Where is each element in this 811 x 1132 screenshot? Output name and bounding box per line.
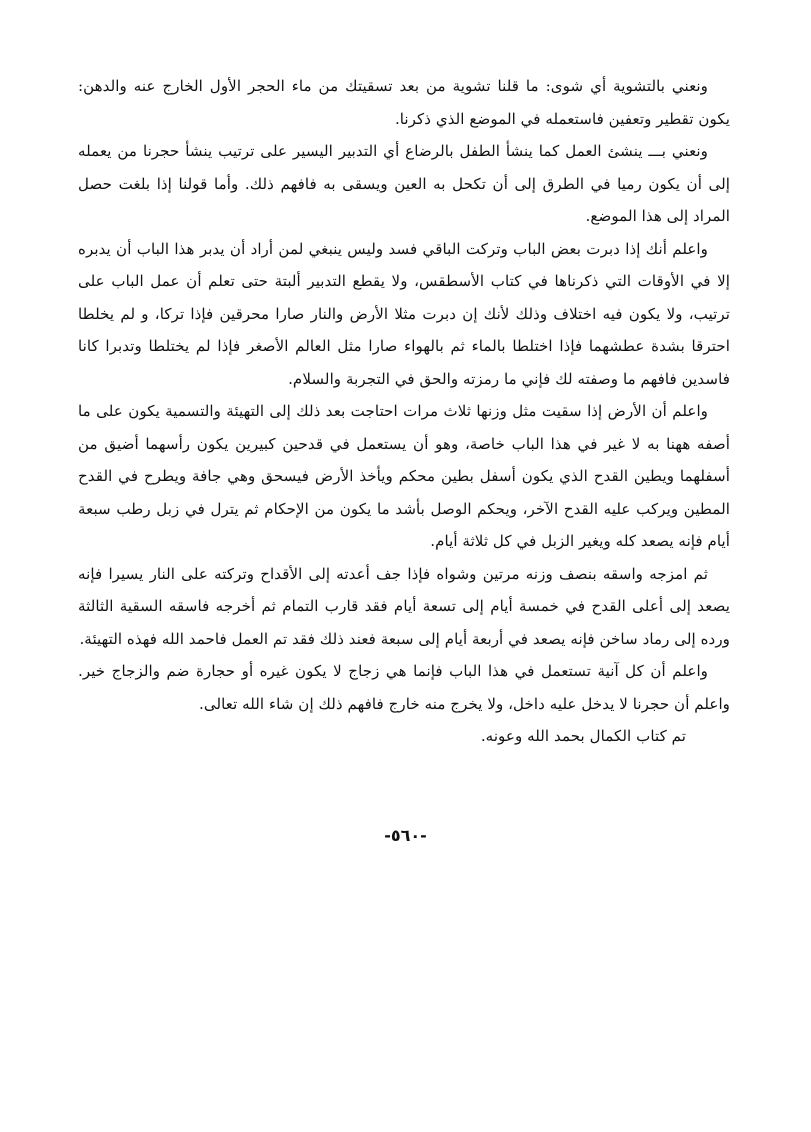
paragraph-1: ونعني بالتشوية أي شوى: ما قلنا تشوية من بعد تسقيتك من ماء الحجر الأول الخارج عنه والدهن: يكون تقطير وتعفين فاستعمله في الموضع الذي ذكرنا. (78, 77, 730, 128)
paragraph-2: ونعني بـــ ينشئ العمل كما ينشأ الطفل بالرضاع أي التدبير اليسير على ترتيب ينشأ حجرنا من يعمله إلى أن يكون رميا في الطرق إلى أن تكحل به العين ويسقى به فافهم ذلك. وأما قولنا إذا بلغت حصل المراد إلى هذا الموضع. (78, 142, 730, 225)
paragraph-6: واعلم أن كل آنية تستعمل في هذا الباب فإنما هي زجاج لا يكون غيره أو حجارة ضم والزجاج خير. واعلم أن حجرنا لا يدخل عليه داخل، ولا يخرج منه خارج فافهم ذلك إن شاء الله تعالى. (78, 662, 730, 713)
page-number: -٥٦٠- (384, 826, 427, 845)
closing-line: تم كتاب الكمال بحمد الله وعونه. (480, 727, 686, 745)
page-body (78, 70, 730, 753)
paragraph-3: واعلم أنك إذا دبرت بعض الباب وتركت الباقي فسد وليس ينبغي لمن أراد أن يدبر هذا الباب أن يدبره إلا في الأوقات التي ذكرناها في كتاب الأسطقس، ولا يقطع التدبير ألبتة حتى تعلم أن عمل الباب على ترتيب، ولا يكون فيه اختلاف وذلك لأنك إن دبرت مثلا الأرض والنار صارا محرقين فإذا تركا، و لم يخلطا احترقا بشدة عطشهما فإذا اختلطا بالماء ثم بالهواء صارا مثل العالم الأصغر فإذا لم يختلطا وتدبرا كانا فاسدين فافهم ما وصفته لك فإني ما رمزته والحق في التجربة والسلام. (78, 239, 730, 388)
paragraph-5: ثم امزجه واسقه بنصف وزنه مرتين وشواه فإذا جف أعدته إلى الأقداح وتركته على النار يسيرا فإنه يصعد إلى أعلى القدح في خمسة أيام إلى تسعة أيام فقد قارب التمام ثم أخرجه فاسقه السقية الثالثة ورده إلى رماد ساخن فإنه يصعد في أربعة أيام إلى سبعة فعند ذلك فقد تم العمل فاحمد الله فهذه التهيئة. (78, 564, 730, 648)
paragraph-4: واعلم أن الأرض إذا سقيت مثل وزنها ثلاث مرات احتاجت بعد ذلك إلى التهيئة والتسمية يكون على ما أصفه ههنا به لا غير في هذا الباب خاصة، وهو أن يستعمل في قدحين كبيرين يكون رأسهما أضيق من أسفلهما ويطين القدح الذي يكون أسفل بطين محكم ويأخذ الأرض فيسحق وهي جافة ويطرح في القدح المطين ويركب عليه القدح الآخر، ويحكم الوصل بأشد ما يكون من الإحكام ثم يترل في زبل رطب سبعة أيام فإنه يصعد كله ويغير الزبل في كل ثلاثة أيام. (78, 402, 730, 550)
